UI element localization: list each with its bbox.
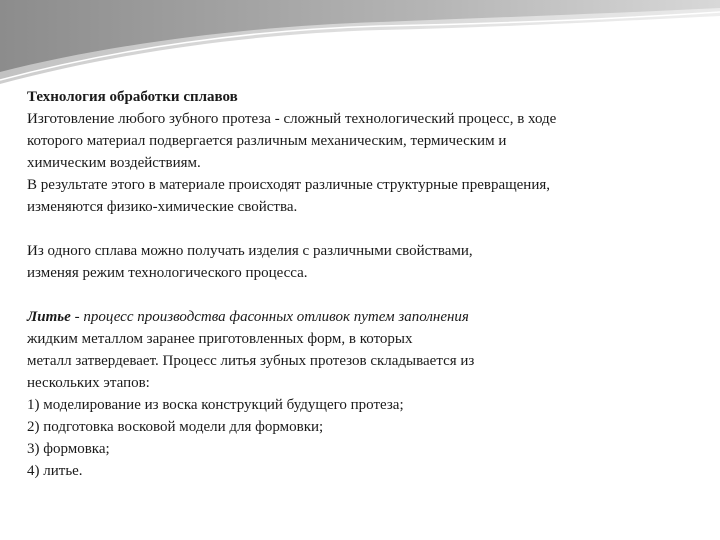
- paragraph-line: жидким металлом заранее приготовленных форм, в которых: [27, 331, 413, 347]
- paragraph-line: нескольких этапов:: [27, 375, 150, 391]
- paragraph-line: изменяя режим технологического процесса.: [27, 265, 308, 281]
- casting-term: Литье: [27, 309, 71, 325]
- paragraph-line: которого материал подвергается различным механическим, термическим и: [27, 133, 507, 149]
- header-wave-dark: [0, 0, 720, 80]
- slide-body: [27, 86, 697, 482]
- list-item: 1) моделирование из воска конструкций будущего протеза;: [27, 397, 404, 413]
- paragraph-spacer: [27, 218, 697, 240]
- paragraph-line: металл затвердевает. Процесс литья зубных протезов складывается из: [27, 353, 475, 369]
- list-item: 3) формовка;: [27, 441, 110, 457]
- paragraph-line: химическим воздействиям.: [27, 155, 201, 171]
- list-item: 2) подготовка восковой модели для формовки;: [27, 419, 324, 435]
- casting-definition: [27, 306, 697, 328]
- header-wave-decoration: [0, 0, 720, 90]
- paragraph-line: Из одного сплава можно получать изделия с различными свойствами,: [27, 243, 473, 259]
- paragraph-spacer: [27, 284, 697, 306]
- casting-definition-text: - процесс производства фасонных отливок путем заполнения: [70, 309, 469, 325]
- casting-steps-list: [27, 394, 697, 482]
- slide-title: Технология обработки сплавов: [27, 89, 238, 105]
- paragraph-line: Изготовление любого зубного протеза - сложный технологический процесс, в ходе: [27, 111, 557, 127]
- paragraph-line: изменяются физико-химические свойства.: [27, 199, 298, 215]
- list-item: 4) литье.: [27, 463, 83, 479]
- paragraph-line: В результате этого в материале происходят различные структурные превращения,: [27, 177, 551, 193]
